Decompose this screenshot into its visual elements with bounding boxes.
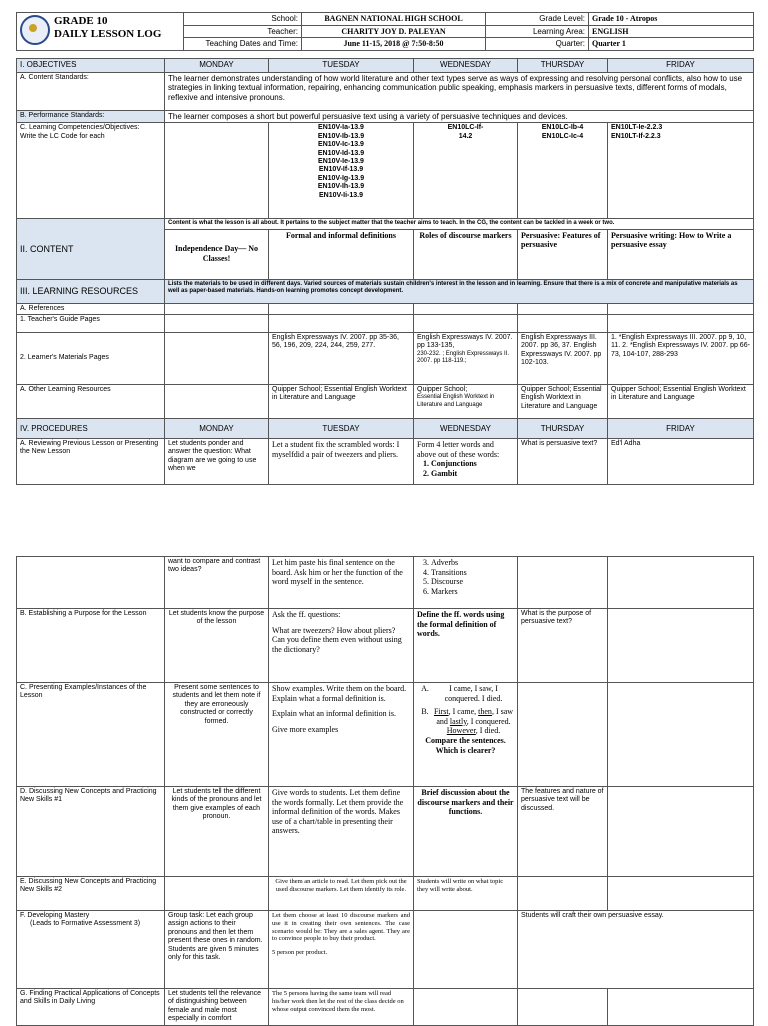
proc-f-tue-2: 5 person per product.: [272, 949, 328, 957]
main-table-2: [16, 556, 754, 1026]
lc-code: EN10LC-Ic-4: [541, 132, 584, 140]
other-thu: Quipper School; Essential English Worktext in Literature and Language: [518, 384, 608, 418]
proc-e-tue: Give them an article to read. Let them pick out the used discourse markers. Let them identify its role.: [269, 877, 414, 911]
proc-d-label: D. Discussing New Concepts and Practicing New Skills #1: [17, 787, 165, 877]
deped-seal-icon: [20, 15, 50, 45]
proc-d-tue: Give words to students. Let them define the words formally. Let them provide the informal definition of the words. Makes use of a chart/table in presenting their answers.: [269, 787, 414, 877]
header-table: [16, 12, 754, 51]
list-item: 4. Transitions: [431, 568, 514, 578]
lc-code: EN10V-Ie-13.9: [318, 157, 364, 165]
lc-code: EN10V-If-13.9: [318, 166, 364, 174]
content-note: Content is what the lesson is all about. It pertains to the subject matter that the teacher aims to teach. In the CG, the content can be tackled in a week or two.: [165, 219, 754, 229]
lm-fri: 1. *English Expressways III. 2007. pp 9, 10, 11. 2. *English Expressways IV. 2007. pp 66-73, 104-107, 288-293: [608, 332, 754, 384]
lc-label: C. Learning Competencies/Objectives:: [20, 124, 140, 132]
proc-a-mon-1: Let students ponder and answer the question: What diagram are we going to use when we: [165, 438, 269, 484]
day-tuesday: TUESDAY: [269, 58, 414, 72]
proc-e-wed: Students will write on what topic they will write about.: [414, 877, 518, 911]
proc-day-tuesday: TUESDAY: [269, 418, 414, 438]
proc-a-wed-text: Form 4 letter words and above out of these words:: [417, 439, 500, 459]
proc-c-label: C. Presenting Examples/Instances of the Lesson: [17, 683, 165, 787]
lm-thu: English Expressways III. 2007. pp 36, 37. English Expressways IV. 2007. pp 102-103.: [518, 332, 608, 384]
lc-code: EN10LC-If-: [447, 124, 484, 132]
proc-f-label: F. Developing Mastery: [20, 912, 90, 919]
lc-code: EN10V-Id-13.9: [317, 149, 365, 157]
proc-b-tue-2: What are tweezers? How about pliers? Can you define them even without using the dictionary?: [272, 625, 402, 654]
lm-wed: [414, 332, 518, 384]
proc-a-wed-2: [414, 557, 518, 609]
proc-f-label-cell: [17, 911, 165, 989]
area-label: Learning Area:: [486, 25, 589, 38]
proc-a-thu: What is persuasive text?: [518, 438, 608, 484]
proc-a-tue-2: Let him paste his final sentence on the board. Ask him or her the function of the word myself in the sentence.: [269, 557, 414, 609]
lc-code: EN10LT-If-2.2.3: [611, 132, 661, 140]
marker-then: then: [478, 707, 492, 717]
resources-label: III. LEARNING RESOURCES: [17, 279, 165, 303]
lc-wed: [414, 123, 518, 219]
objectives-label: I. OBJECTIVES: [17, 58, 165, 72]
references-label: A. References: [17, 303, 165, 314]
proc-day-friday: FRIDAY: [608, 418, 754, 438]
proc-day-monday: MONDAY: [165, 418, 269, 438]
resources-note: Lists the materials to be used in different days. Varied sources of materials sustain children's interest in the lesson and in learning. Ensure that there is a mix of concrete and manipulative materials as well as paper-based materials. Hands-on learning promotes concept development.: [165, 279, 754, 303]
proc-day-thursday: THURSDAY: [518, 418, 608, 438]
day-thursday: THURSDAY: [518, 58, 608, 72]
content-wed: Roles of discourse markers: [414, 229, 518, 279]
grade-value: Grade 10 - Atropos: [589, 13, 754, 26]
content-mon: Independence Day— No Classes!: [165, 229, 269, 279]
proc-c-tue: [269, 683, 414, 787]
other-fri: Quipper School; Essential English Worktext in Literature and Language: [608, 384, 754, 418]
lc-code: EN10LT-Ie-2.2.3: [611, 124, 663, 132]
proc-f-tue: [269, 911, 414, 989]
proc-c-wed-b: [433, 707, 514, 736]
dates-label: Teaching Dates and Time:: [184, 38, 302, 51]
text-seg: , I conquered.: [466, 716, 511, 726]
content-fri: Persuasive writing: How to Write a persuasive essay: [608, 229, 754, 279]
lc-code: EN10V-Ia-13.9: [318, 124, 364, 132]
main-table-1: [16, 58, 754, 485]
proc-a-mon-2: want to compare and contrast two ideas?: [165, 557, 269, 609]
proc-c-wed-c: Compare the sentences. Which is clearer?: [425, 735, 506, 755]
school-value: BAGNEN NATIONAL HIGH SCHOOL: [302, 13, 486, 26]
teachers-guide-label: 1. Teacher's Guide Pages: [17, 314, 165, 332]
proc-c-tue-1: Show examples. Write them on the board. Explain what a formal definition is.: [272, 684, 407, 703]
lc-sub: Write the LC Code for each: [20, 132, 105, 140]
quarter-label: Quarter:: [486, 38, 589, 51]
proc-f-thu: Students will craft their own persuasive essay.: [518, 911, 754, 989]
area-value: ENGLISH: [589, 25, 754, 38]
lc-mon: [165, 123, 269, 219]
lm-tue: English Expressways IV. 2007. pp 35-36, 56, 196, 209, 224, 244, 259, 277.: [269, 332, 414, 384]
content-standards: The learner demonstrates understanding of how world literature and other text types serve as ways of expressing and resolving personal conflicts, also how to use strategies in linking textual information, repairing, enhancing communication public speaking, emphasis markers in persuasive texts, different forms of modals, reflexive and intensive pronouns.: [165, 72, 754, 110]
text-seg: , I died.: [475, 726, 501, 736]
lc-code: EN10LC-Ib-4: [541, 124, 584, 132]
proc-d-thu: The features and nature of persuasive text will be discussed.: [518, 787, 608, 877]
proc-a-fri: Ed'l Adha: [608, 438, 754, 484]
proc-b-tue-1: Ask the ff. questions:: [272, 610, 341, 619]
title-grade: GRADE 10: [54, 15, 108, 27]
title-dll: DAILY LESSON LOG: [54, 28, 162, 41]
proc-d-mon: Let students tell the different kinds of the pronouns and let them give examples of each pronoun.: [165, 787, 269, 877]
proc-c-mon: Present some sentences to students and let them note if they are erroneously constructed or correctly formed.: [165, 683, 269, 787]
lc-label-cell: [17, 123, 165, 219]
proc-b-thu: What is the purpose of persuasive text?: [518, 609, 608, 683]
content-thu: Persuasive: Features of persuasive: [518, 229, 608, 279]
proc-d-wed: Brief discussion about the discourse markers and their functions.: [414, 787, 518, 877]
proc-g-mon: Let students tell the relevance of distinguishing between female and male most especially in comfort: [165, 989, 269, 1026]
content-tue: Formal and informal definitions: [269, 229, 414, 279]
marker-lastly: lastly: [449, 716, 467, 726]
proc-c-tue-2: Explain what an informal definition is.: [272, 709, 396, 719]
quarter-value: Quarter 1: [589, 38, 754, 51]
proc-b-mon: Let students know the purpose of the lesson: [165, 609, 269, 683]
marker-first: First: [433, 707, 449, 717]
proc-c-wed-a: I came, I saw, I conquered. I died.: [444, 684, 503, 703]
proc-g-label: G. Finding Practical Applications of Concepts and Skills in Daily Living: [17, 989, 165, 1026]
other-wed-1: Quipper School;: [417, 385, 468, 393]
other-wed: [414, 384, 518, 418]
proc-day-wednesday: WEDNESDAY: [414, 418, 518, 438]
other-tue: Quipper School; Essential English Worktext in Literature and Language: [269, 384, 414, 418]
lc-code: 14.2: [458, 132, 473, 140]
list-item: 1. Conjunctions: [431, 459, 514, 469]
lm-wed-1: English Expressways IV. 2007. pp 133-135,: [417, 333, 513, 350]
procedures-label: IV. PROCEDURES: [17, 418, 165, 438]
lesson-log-page-2: [16, 556, 753, 1026]
lc-code: EN10V-Ig-13.9: [317, 174, 365, 182]
list-item: 5. Discourse: [431, 577, 514, 587]
other-wed-2: Essential English Worktext in Literature and Language: [417, 394, 495, 408]
proc-a-label: A. Reviewing Previous Lesson or Presenting the New Lesson: [17, 438, 165, 484]
text-seg: , I saw and: [436, 707, 514, 726]
lc-code: EN10V-Ic-13.9: [318, 141, 364, 149]
proc-c-tue-3: Give more examples: [272, 724, 339, 734]
proc-c-wed: A. I came, I saw, I conquered. I died. B. First, I came, then, I saw and lastly, I conquered. However, I died. Compare the sentences. Which is clearer?: [414, 683, 518, 787]
title-cell: [17, 13, 184, 51]
list-item: 3. Adverbs: [431, 558, 514, 568]
content-standards-label: A. Content Standards:: [17, 72, 165, 110]
day-monday: MONDAY: [165, 58, 269, 72]
proc-a-tue-1: Let a student fix the scrambled words: I myselfdid a pair of tweezers and pliers.: [269, 438, 414, 484]
text-seg: , I came,: [448, 707, 479, 717]
school-label: School:: [184, 13, 302, 26]
lc-tue: [269, 123, 414, 219]
lc-thu: [518, 123, 608, 219]
teacher-value: CHARITY JOY D. PALEYAN: [302, 25, 486, 38]
proc-f-mon: Group task: Let each group assign actions to their pronouns and then let them present these ones in random. Students are given 5 minutes only for this task.: [165, 911, 269, 989]
lm-wed-2: 230-232. ; English Expressways II. 2007. pp 118-119.;: [417, 350, 510, 364]
proc-b-tue: [269, 609, 414, 683]
day-friday: FRIDAY: [608, 58, 754, 72]
lesson-log-page-1: [16, 12, 753, 485]
proc-b-label: B. Establishing a Purpose for the Lesson: [17, 609, 165, 683]
content-label: II. CONTENT: [17, 219, 165, 279]
grade-label: Grade Level:: [486, 13, 589, 26]
dates-value: June 11-15, 2018 @ 7:50-8:50: [302, 38, 486, 51]
list-item: 2. Gambit: [431, 469, 514, 479]
teacher-label: Teacher:: [184, 25, 302, 38]
list-item: 6. Markers: [431, 587, 514, 597]
lc-code: EN10V-Ib-13.9: [317, 132, 365, 140]
proc-f-tue-1: Let them choose at least 10 discourse markers and use it in creating their own sentences. The case scenario would be: They are a sales agent. They are to convince people to buy their product.: [272, 912, 410, 943]
performance-standards: The learner composes a short but powerful persuasive text using a variety of persuasive techniques and devices.: [165, 110, 754, 123]
proc-b-wed: Define the ff. words using the formal definition of words.: [414, 609, 518, 683]
lc-code: EN10V-Ii-13.9: [319, 191, 363, 199]
proc-a-wed-1: [414, 438, 518, 484]
proc-f-sub: (Leads to Formative Assessment 3): [30, 920, 141, 928]
learners-materials-label: 2. Learner's Materials Pages: [17, 332, 165, 384]
proc-g-tue: The 5 persons having the same team will read his/her work then let the rest of the class decide on whose output convinced them the most.: [269, 989, 414, 1026]
lc-fri: [608, 123, 754, 219]
proc-e-label: E. Discussing New Concepts and Practicing New Skills #2: [17, 877, 165, 911]
performance-standards-label: B. Performance Standards:: [17, 110, 165, 123]
day-wednesday: WEDNESDAY: [414, 58, 518, 72]
marker-however: However: [446, 726, 476, 736]
lc-code: EN10V-Ih-13.9: [317, 183, 365, 191]
other-resources-label: A. Other Learning Resources: [17, 384, 165, 418]
